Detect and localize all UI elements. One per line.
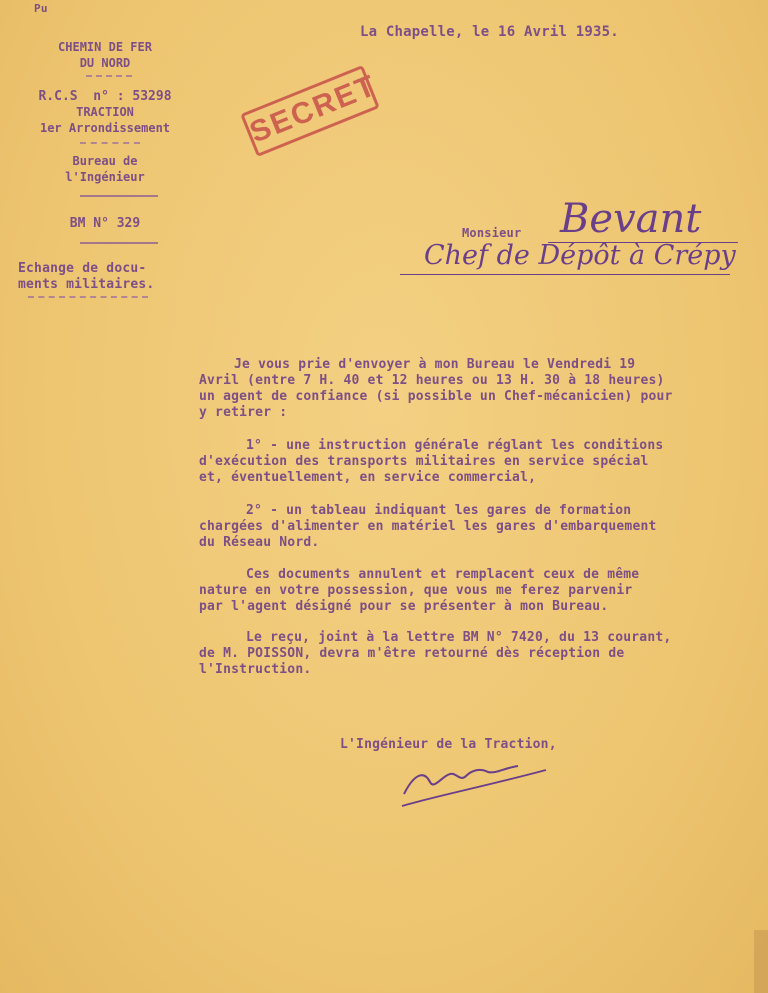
- item1-line2: d'exécution des transports militaires en service spécial: [199, 454, 649, 469]
- salutation: Monsieur: [462, 226, 522, 240]
- item1-line1: 1° - une instruction générale réglant les conditions: [246, 438, 664, 453]
- handwritten-signature: [396, 756, 556, 816]
- divider: [86, 75, 132, 77]
- secret-stamp: SECRET: [240, 65, 380, 157]
- recipient-name-handwritten: Bevant: [560, 196, 702, 242]
- company-name-line2: DU NORD: [79, 56, 131, 70]
- p1-line1: Je vous prie d'envoyer à mon Bureau le Vendredi 19: [234, 357, 636, 372]
- bureau-line2: l'Ingénieur: [65, 170, 145, 184]
- signature-title: L'Ingénieur de la Traction,: [340, 737, 557, 752]
- bureau-line1: Bureau de: [72, 154, 138, 168]
- divider: [80, 142, 140, 144]
- recipient-title-handwritten: Chef de Dépôt à Crépy: [424, 240, 736, 271]
- item1-line3: et, éventuellement, en service commercial,: [199, 470, 537, 485]
- divider: [80, 195, 158, 197]
- item2-line3: du Réseau Nord.: [199, 535, 320, 550]
- p3-line1: Le reçu, joint à la lettre BM N° 7420, du 13 courant,: [246, 630, 672, 645]
- title-underline: [400, 274, 730, 275]
- p3-line3: l'Instruction.: [199, 662, 312, 677]
- department: TRACTION: [76, 105, 134, 119]
- subject-line2: ments militaires.: [18, 277, 155, 292]
- p2-line2: nature en votre possession, que vous me ferez parvenir: [199, 583, 633, 598]
- date-line: La Chapelle, le 16 Avril 1935.: [360, 24, 619, 40]
- reference-number: R.C.S n° : 53298: [38, 89, 172, 104]
- corner-note: Pu: [34, 2, 48, 15]
- item2-line1: 2° - un tableau indiquant les gares de formation: [246, 503, 632, 518]
- divider: [28, 296, 148, 298]
- item2-line2: chargées d'alimenter en matériel les gares d'embarquement: [199, 519, 657, 534]
- company-name-line1: CHEMIN DE FER: [58, 40, 152, 54]
- p1-line2: Avril (entre 7 H. 40 et 12 heures ou 13 H. 30 à 18 heures): [199, 373, 665, 388]
- p2-line1: Ces documents annulent et remplacent ceux de même: [246, 567, 640, 582]
- divider: [80, 242, 158, 244]
- p1-line3: un agent de confiance (si possible un Chef-mécanicien) pour: [199, 389, 673, 404]
- subject-line1: Echange de docu-: [18, 261, 147, 276]
- p2-line3: par l'agent désigné pour se présenter à mon Bureau.: [199, 599, 609, 614]
- arrondissement: 1er Arrondissement: [39, 121, 171, 135]
- paper-edge: [754, 930, 768, 993]
- p1-line4: y retirer :: [199, 405, 288, 420]
- p3-line2: de M. POISSON, devra m'être retourné dès réception de: [199, 646, 625, 661]
- bm-number: BM N° 329: [69, 216, 141, 231]
